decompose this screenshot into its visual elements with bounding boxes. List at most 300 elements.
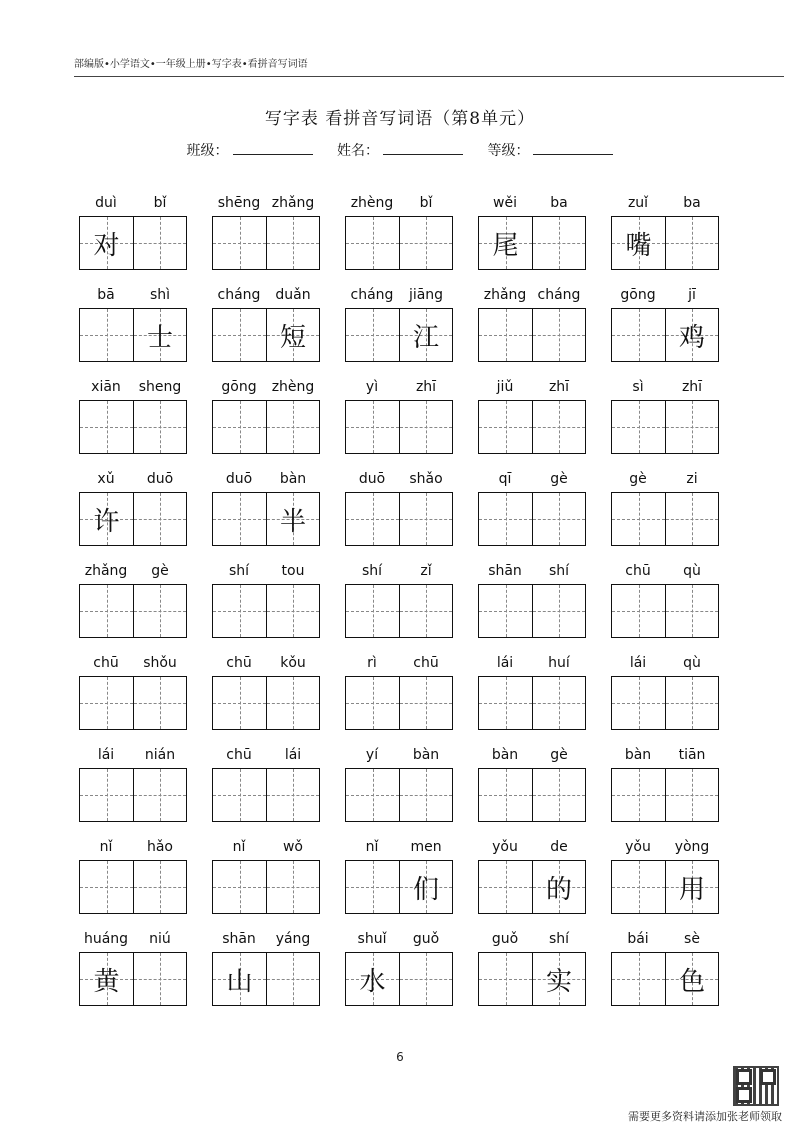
pinyin-syllable: duì xyxy=(95,195,117,211)
pinyin-line xyxy=(79,190,187,216)
writing-boxes xyxy=(79,768,187,822)
word-item xyxy=(611,742,719,834)
pinyin-syllable: shān xyxy=(488,563,522,579)
pinyin-line xyxy=(212,282,320,308)
pinyin-syllable: bàn xyxy=(412,747,440,763)
pinyin-syllable: shì xyxy=(149,287,171,303)
pinyin-syllable: shuǐ xyxy=(357,931,387,947)
writing-boxes xyxy=(212,492,320,546)
pinyin-syllable: tou xyxy=(281,563,305,579)
page-header xyxy=(74,58,784,77)
writing-cell[interactable] xyxy=(479,585,532,637)
writing-boxes xyxy=(345,860,453,914)
word-row xyxy=(79,650,719,742)
pinyin-line xyxy=(345,742,453,768)
pinyin-line xyxy=(79,742,187,768)
pinyin-syllable: zhǎng xyxy=(271,195,315,211)
writing-cell[interactable] xyxy=(213,953,266,1005)
class-field[interactable] xyxy=(187,140,313,160)
pinyin-line xyxy=(212,374,320,400)
writing-boxes xyxy=(478,768,586,822)
pinyin-line xyxy=(611,650,719,676)
word-row xyxy=(79,190,719,282)
writing-cell[interactable] xyxy=(612,769,665,821)
pinyin-line xyxy=(212,190,320,216)
pinyin-syllable: bàn xyxy=(624,747,652,763)
pinyin-syllable: qù xyxy=(683,655,701,671)
writing-boxes xyxy=(345,308,453,362)
pinyin-syllable: zhī xyxy=(548,379,570,395)
pinyin-syllable: gè xyxy=(550,747,568,763)
writing-cell[interactable] xyxy=(266,493,319,545)
writing-boxes xyxy=(478,400,586,454)
pinyin-syllable: cháng xyxy=(537,287,581,303)
word-item xyxy=(79,926,187,1018)
writing-cell[interactable] xyxy=(213,585,266,637)
pinyin-line xyxy=(345,374,453,400)
word-item xyxy=(79,282,187,374)
writing-cell[interactable] xyxy=(266,769,319,821)
pinyin-syllable: ba xyxy=(550,195,568,211)
hint-character: 色 xyxy=(678,966,705,997)
writing-cell[interactable] xyxy=(612,217,665,269)
writing-boxes xyxy=(611,308,719,362)
writing-cell[interactable] xyxy=(133,585,186,637)
word-item xyxy=(478,742,586,834)
writing-boxes xyxy=(79,492,187,546)
pinyin-syllable: men xyxy=(410,839,442,855)
word-item xyxy=(79,650,187,742)
pinyin-syllable: nián xyxy=(144,747,176,763)
hint-character: 半 xyxy=(279,506,306,537)
pinyin-syllable: gè xyxy=(629,471,647,487)
writing-cell[interactable] xyxy=(346,769,399,821)
pinyin-line xyxy=(611,558,719,584)
writing-cell[interactable] xyxy=(346,953,399,1005)
writing-cell[interactable] xyxy=(266,585,319,637)
pinyin-line xyxy=(345,926,453,952)
writing-boxes xyxy=(345,584,453,638)
writing-cell[interactable] xyxy=(346,861,399,913)
writing-cell[interactable] xyxy=(346,401,399,453)
name-blank[interactable] xyxy=(383,142,463,155)
word-item xyxy=(345,558,453,650)
pinyin-syllable: rì xyxy=(367,655,377,671)
writing-cell[interactable] xyxy=(213,493,266,545)
writing-boxes xyxy=(345,952,453,1006)
pinyin-syllable: lái xyxy=(629,655,647,671)
writing-boxes xyxy=(79,216,187,270)
word-item xyxy=(611,558,719,650)
word-item xyxy=(478,190,586,282)
pinyin-syllable: zhǎng xyxy=(84,563,128,579)
writing-cell[interactable] xyxy=(399,401,452,453)
pinyin-syllable: bàn xyxy=(491,747,519,763)
header-text: 部编版•小学语文•一年级上册•写字表•看拼音写词语 xyxy=(74,59,308,70)
word-item xyxy=(79,466,187,558)
hint-character: 水 xyxy=(359,966,386,997)
word-item xyxy=(611,374,719,466)
grade-field[interactable] xyxy=(487,140,613,160)
writing-boxes xyxy=(478,584,586,638)
pinyin-line xyxy=(79,834,187,860)
writing-boxes xyxy=(345,676,453,730)
writing-boxes xyxy=(478,308,586,362)
grade-label: 等级： xyxy=(487,143,530,159)
pinyin-syllable: guǒ xyxy=(412,931,440,947)
writing-cell[interactable] xyxy=(133,953,186,1005)
pinyin-line xyxy=(345,466,453,492)
pinyin-line xyxy=(79,466,187,492)
word-item xyxy=(79,834,187,926)
writing-boxes xyxy=(478,860,586,914)
pinyin-syllable: wěi xyxy=(493,195,517,211)
hint-character: 江 xyxy=(412,322,439,353)
word-item xyxy=(212,558,320,650)
writing-cell[interactable] xyxy=(133,769,186,821)
pinyin-syllable: de xyxy=(550,839,568,855)
pinyin-line xyxy=(212,558,320,584)
writing-boxes xyxy=(345,216,453,270)
pinyin-line xyxy=(478,742,586,768)
pinyin-syllable: nǐ xyxy=(232,839,246,855)
pinyin-syllable: chū xyxy=(226,747,252,763)
writing-cell[interactable] xyxy=(665,953,718,1005)
writing-boxes xyxy=(212,768,320,822)
pinyin-syllable: duō xyxy=(146,471,174,487)
writing-cell[interactable] xyxy=(266,861,319,913)
writing-cell[interactable] xyxy=(479,217,532,269)
writing-cell[interactable] xyxy=(80,953,133,1005)
writing-cell[interactable] xyxy=(133,677,186,729)
word-row xyxy=(79,282,719,374)
word-item xyxy=(212,650,320,742)
writing-cell[interactable] xyxy=(532,861,585,913)
writing-cell[interactable] xyxy=(665,585,718,637)
page-number: 6 xyxy=(396,1050,404,1064)
writing-cell[interactable] xyxy=(80,217,133,269)
writing-cell[interactable] xyxy=(479,493,532,545)
writing-boxes xyxy=(212,308,320,362)
writing-cell[interactable] xyxy=(399,769,452,821)
pinyin-syllable: xǔ xyxy=(97,471,115,487)
writing-cell[interactable] xyxy=(612,493,665,545)
writing-cell[interactable] xyxy=(346,217,399,269)
pinyin-line xyxy=(79,926,187,952)
word-item xyxy=(79,374,187,466)
writing-cell[interactable] xyxy=(266,677,319,729)
pinyin-line xyxy=(611,742,719,768)
writing-cell[interactable] xyxy=(399,953,452,1005)
writing-cell[interactable] xyxy=(80,493,133,545)
pinyin-syllable: sì xyxy=(632,379,644,395)
writing-cell[interactable] xyxy=(399,585,452,637)
writing-cell[interactable] xyxy=(399,309,452,361)
pinyin-line xyxy=(212,834,320,860)
word-item xyxy=(478,650,586,742)
pinyin-syllable: huí xyxy=(548,655,570,671)
writing-cell[interactable] xyxy=(133,401,186,453)
word-item xyxy=(79,558,187,650)
pinyin-syllable: shí xyxy=(361,563,383,579)
writing-cell[interactable] xyxy=(266,217,319,269)
writing-cell[interactable] xyxy=(612,585,665,637)
hint-character: 对 xyxy=(93,230,120,261)
word-item xyxy=(345,650,453,742)
pinyin-syllable: kǒu xyxy=(280,655,306,671)
writing-cell[interactable] xyxy=(213,401,266,453)
pinyin-line xyxy=(478,466,586,492)
writing-cell[interactable] xyxy=(665,677,718,729)
word-item xyxy=(611,834,719,926)
pinyin-line xyxy=(478,558,586,584)
writing-cell[interactable] xyxy=(479,309,532,361)
pinyin-syllable: shǎo xyxy=(409,471,443,487)
word-row xyxy=(79,374,719,466)
writing-boxes xyxy=(79,676,187,730)
word-item xyxy=(212,374,320,466)
writing-boxes xyxy=(345,768,453,822)
pinyin-line xyxy=(478,374,586,400)
writing-cell[interactable] xyxy=(266,401,319,453)
writing-cell[interactable] xyxy=(133,217,186,269)
pinyin-line xyxy=(79,282,187,308)
writing-cell[interactable] xyxy=(612,677,665,729)
writing-cell[interactable] xyxy=(532,677,585,729)
writing-cell[interactable] xyxy=(479,953,532,1005)
pinyin-syllable: hǎo xyxy=(146,839,174,855)
word-item xyxy=(611,466,719,558)
pinyin-syllable: jiǔ xyxy=(496,379,514,395)
writing-boxes xyxy=(79,400,187,454)
pinyin-syllable: gōng xyxy=(620,287,656,303)
pinyin-syllable: zhī xyxy=(681,379,703,395)
pinyin-line xyxy=(478,650,586,676)
pinyin-line xyxy=(478,834,586,860)
writing-cell[interactable] xyxy=(532,953,585,1005)
pinyin-line xyxy=(79,374,187,400)
writing-boxes xyxy=(212,860,320,914)
writing-cell[interactable] xyxy=(612,309,665,361)
hint-character: 士 xyxy=(146,322,173,353)
hint-character: 的 xyxy=(545,874,572,905)
writing-cell[interactable] xyxy=(399,861,452,913)
pinyin-syllable: gè xyxy=(550,471,568,487)
pinyin-syllable: bàn xyxy=(279,471,307,487)
writing-boxes xyxy=(611,400,719,454)
word-item xyxy=(212,926,320,1018)
name-field[interactable] xyxy=(337,140,463,160)
writing-cell[interactable] xyxy=(80,585,133,637)
pinyin-syllable: shēng xyxy=(217,195,261,211)
writing-cell[interactable] xyxy=(133,493,186,545)
writing-cell[interactable] xyxy=(479,861,532,913)
pinyin-syllable: sheng xyxy=(138,379,182,395)
word-item xyxy=(478,374,586,466)
writing-cell[interactable] xyxy=(399,493,452,545)
class-label: 班级： xyxy=(186,143,229,159)
pinyin-syllable: wǒ xyxy=(282,839,303,855)
writing-cell[interactable] xyxy=(399,677,452,729)
pinyin-syllable: chū xyxy=(413,655,439,671)
word-row xyxy=(79,926,719,1018)
writing-cell[interactable] xyxy=(612,953,665,1005)
word-item xyxy=(611,282,719,374)
pinyin-syllable: zhèng xyxy=(350,195,394,211)
pinyin-syllable: nǐ xyxy=(365,839,379,855)
writing-cell[interactable] xyxy=(80,677,133,729)
writing-boxes xyxy=(611,676,719,730)
pinyin-syllable: lái xyxy=(97,747,115,763)
pinyin-syllable: ba xyxy=(683,195,701,211)
word-item xyxy=(478,466,586,558)
writing-boxes xyxy=(212,400,320,454)
writing-cell[interactable] xyxy=(213,769,266,821)
writing-cell[interactable] xyxy=(665,217,718,269)
pinyin-line xyxy=(611,834,719,860)
writing-boxes xyxy=(478,216,586,270)
word-item xyxy=(345,742,453,834)
writing-cell[interactable] xyxy=(213,861,266,913)
pinyin-syllable: duō xyxy=(358,471,386,487)
hint-character: 山 xyxy=(226,966,253,997)
writing-boxes xyxy=(611,952,719,1006)
writing-cell[interactable] xyxy=(612,401,665,453)
pinyin-syllable: xiān xyxy=(91,379,121,395)
writing-cell[interactable] xyxy=(665,493,718,545)
writing-cell[interactable] xyxy=(346,309,399,361)
pinyin-line xyxy=(478,282,586,308)
pinyin-syllable: shí xyxy=(548,563,570,579)
pinyin-syllable: zuǐ xyxy=(627,195,649,211)
pinyin-syllable: shí xyxy=(548,931,570,947)
pinyin-line xyxy=(345,282,453,308)
word-item xyxy=(212,742,320,834)
writing-boxes xyxy=(478,952,586,1006)
pinyin-syllable: tiān xyxy=(678,747,706,763)
writing-cell[interactable] xyxy=(80,861,133,913)
writing-cell[interactable] xyxy=(479,769,532,821)
word-item xyxy=(79,190,187,282)
pinyin-syllable: yáng xyxy=(275,931,311,947)
pinyin-line xyxy=(478,190,586,216)
pinyin-syllable: huáng xyxy=(83,931,129,947)
student-info xyxy=(0,140,800,160)
pinyin-syllable: cháng xyxy=(350,287,394,303)
writing-boxes xyxy=(79,308,187,362)
pinyin-syllable: nǐ xyxy=(99,839,113,855)
writing-cell[interactable] xyxy=(532,217,585,269)
writing-cell[interactable] xyxy=(133,309,186,361)
pinyin-line xyxy=(345,190,453,216)
pinyin-syllable: chū xyxy=(625,563,651,579)
writing-cell[interactable] xyxy=(80,309,133,361)
pinyin-syllable: gōng xyxy=(221,379,257,395)
writing-boxes xyxy=(212,584,320,638)
writing-cell[interactable] xyxy=(346,493,399,545)
pinyin-syllable: yǒu xyxy=(492,839,518,855)
pinyin-syllable: qī xyxy=(498,471,512,487)
pinyin-syllable: zǐ xyxy=(420,563,432,579)
writing-boxes xyxy=(611,216,719,270)
writing-cell[interactable] xyxy=(479,401,532,453)
word-item xyxy=(611,650,719,742)
writing-boxes xyxy=(79,860,187,914)
pinyin-syllable: zhī xyxy=(415,379,437,395)
word-item xyxy=(212,834,320,926)
writing-cell[interactable] xyxy=(612,861,665,913)
word-item xyxy=(478,558,586,650)
hint-character: 嘴 xyxy=(625,230,652,261)
hint-character: 尾 xyxy=(492,230,519,261)
writing-cell[interactable] xyxy=(479,677,532,729)
pinyin-syllable: shān xyxy=(222,931,256,947)
hint-character: 黄 xyxy=(93,966,120,997)
word-row xyxy=(79,742,719,834)
writing-boxes xyxy=(212,216,320,270)
pinyin-syllable: zi xyxy=(686,471,698,487)
word-item xyxy=(345,466,453,558)
writing-cell[interactable] xyxy=(532,769,585,821)
hint-character: 们 xyxy=(412,874,439,905)
writing-cell[interactable] xyxy=(213,677,266,729)
writing-cell[interactable] xyxy=(266,309,319,361)
writing-cell[interactable] xyxy=(532,585,585,637)
writing-cell[interactable] xyxy=(213,309,266,361)
writing-cell[interactable] xyxy=(266,953,319,1005)
writing-cell[interactable] xyxy=(532,401,585,453)
writing-cell[interactable] xyxy=(80,401,133,453)
pinyin-syllable: duō xyxy=(225,471,253,487)
pinyin-syllable: qù xyxy=(683,563,701,579)
pinyin-line xyxy=(212,650,320,676)
pinyin-syllable: niú xyxy=(149,931,171,947)
writing-cell[interactable] xyxy=(665,861,718,913)
pinyin-syllable: shí xyxy=(228,563,250,579)
pinyin-line xyxy=(611,190,719,216)
writing-cell[interactable] xyxy=(665,401,718,453)
pinyin-line xyxy=(611,374,719,400)
word-item xyxy=(212,466,320,558)
word-row xyxy=(79,558,719,650)
writing-cell[interactable] xyxy=(399,217,452,269)
writing-cell[interactable] xyxy=(665,769,718,821)
writing-cell[interactable] xyxy=(346,585,399,637)
class-blank[interactable] xyxy=(233,142,313,155)
writing-boxes xyxy=(478,676,586,730)
word-item xyxy=(478,834,586,926)
grade-blank[interactable] xyxy=(533,142,613,155)
writing-cell[interactable] xyxy=(532,493,585,545)
word-item xyxy=(478,282,586,374)
pinyin-syllable: yì xyxy=(365,379,379,395)
pinyin-line xyxy=(212,466,320,492)
name-label: 姓名： xyxy=(337,143,379,159)
pinyin-syllable: lái xyxy=(496,655,514,671)
pinyin-syllable: jī xyxy=(688,287,696,303)
writing-cell[interactable] xyxy=(346,677,399,729)
writing-cell[interactable] xyxy=(133,861,186,913)
pinyin-line xyxy=(345,558,453,584)
pinyin-syllable: gè xyxy=(151,563,169,579)
pinyin-line xyxy=(212,742,320,768)
writing-cell[interactable] xyxy=(532,309,585,361)
writing-cell[interactable] xyxy=(80,769,133,821)
writing-cell[interactable] xyxy=(665,309,718,361)
writing-cell[interactable] xyxy=(213,217,266,269)
writing-boxes xyxy=(345,400,453,454)
writing-boxes xyxy=(212,952,320,1006)
